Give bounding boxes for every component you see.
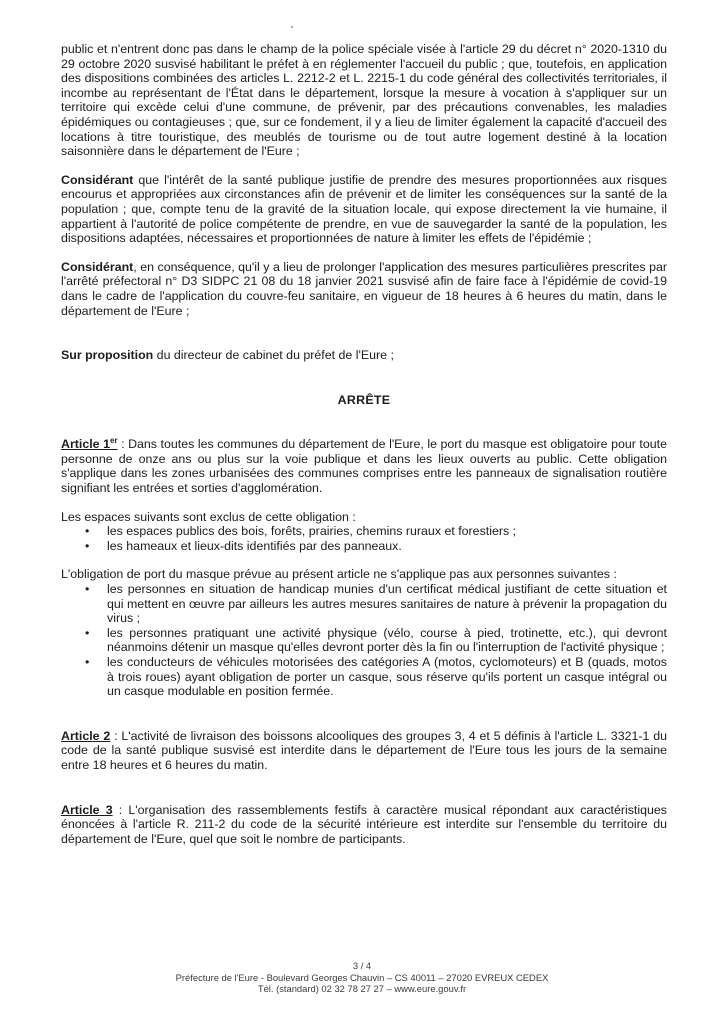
arrete-title: ARRÊTE [337,392,391,407]
article-3-label: Article 3 [61,802,113,817]
proposition-paragraph [61,348,667,363]
exemptions-list [61,582,667,699]
footer-address: Préfecture de l'Eure - Boulevard Georges Chauvin – CS 40011 – 27020 EVREUX CEDEX [175,971,549,983]
article-2-label: Article 2 [61,728,111,743]
considerant-label: Considérant [61,172,134,187]
article-1-label: Article 1er [61,436,118,452]
considerant-paragraph-1 [61,173,667,246]
list-item: • les conducteurs de véhicules motorisées des catégories A (motos, cyclomoteurs) et B (quads, motos à trois roues) ayant obligation de porter un casque, sous réserve qu'ils portent un casque intégral ou un casque modulable en position fermée. [85,655,667,699]
considerant-label: Considérant [61,259,134,274]
document-body [61,42,667,846]
proposition-text: du directeur de cabinet du préfet de l'Eure ; [153,348,394,363]
article-3-paragraph [61,803,667,847]
considerant-paragraph-2 [61,260,667,318]
page-number: 3 / 4 [352,960,372,971]
article-1-paragraph [61,437,667,495]
list-item: • les personnes pratiquant une activité physique (vélo, course à pied, trotinette, etc.), qui devront néanmoins détenir un masque qu'elles devront porter dès la fin ou l'interruption de l'activité physique ; [85,625,667,655]
intro-continued-paragraph: public et n'entrent donc pas dans le champ de la police spéciale visée à l'article 29 du décret n° 2020-1310 du 29 octobre 2020 susvisé habilitant le préfet à en réglementer l'accueil du public ; que, toutefois, en application des dispositions combinées des articles L. 2212-2 et L. 2215-1 du code général des collectivités territoriales, il incombe au représentant de l'État dans le département, lorsque la mesure à vocation à s'appliquer sur un territoire qui excède celui d'une commune, de prévenir, par des précautions convenables, les maladies épidémiques ou contagieuses ; que, sur ce fondement, il y a lieu de limiter également la capacité d'accueil des locations à titre touristique, des meublés de tourisme ou de tout autre logement destiné à la location saisonnière dans le département de l'Eure ; [61,42,667,159]
footer-contact: Tél. (standard) 02 32 78 27 27 – www.eure.gouv.fr [257,983,467,994]
list-item: • les espaces publics des bois, forêts, prairies, chemins ruraux et forestiers ; [85,524,517,539]
list-item: • les hameaux et lieux-dits identifiés par des panneaux. [85,538,402,553]
article-1-text: : Dans toutes les communes du département de l'Eure, le port du masque est obligatoire pour toute personne de onze ans ou plus sur la voie publique et dans les lieux ouverts au public. Cette obligation s'applique dans les zones urbanisées des communes comprises entre les panneaux de signalisation routière signifiant les entrées et sorties d'agglomération. [61,437,667,496]
article-2-paragraph [61,729,667,773]
scan-mark [291,26,293,28]
article-2-text: : L'activité de livraison des boissons alcooliques des groupes 3, 4 et 5 définis à l'article L. 3321-1 du code de la santé publique susvisé est interdite dans le département de l'Eure tous les jours de la semaine entre 18 heures et 6 heures du matin. [61,728,667,772]
list-item: • les personnes en situation de handicap munies d'un certificat médical justifiant de cette situation et qui mettent en œuvre par ailleurs les autres mesures sanitaires de nature à prévenir la propagation du virus ; [85,582,667,626]
proposition-label: Sur proposition [61,348,154,363]
exemptions-intro: L'obligation de port du masque prévue au présent article ne s'applique pas aux personnes suivantes : [61,567,617,582]
exclusions-list [61,524,667,553]
considerant-text: que l'intérêt de la santé publique justifie de prendre des mesures proportionnées aux risques encourus et appropriées aux circonstances afin de prévenir et de limiter les conséquences sur la santé de la population ; que, compte tenu de la gravité de la situation locale, qui expose directement la vie humaine, il appartient à l'autorité de police compétente de prendre, en vue de sauvegarder la santé de la population, les dispositions adaptées, nécessaires et proportionnées de nature à limiter les effets de l'épidémie ; [61,172,667,246]
considerant-text: , en conséquence, qu'il y a lieu de prolonger l'application des mesures particulières prescrites par l'arrêté préfectoral n° D3 SIDPC 21 08 du 18 janvier 2021 susvisé afin de faire face à l'épidémie de covid-19 dans le cadre de l'application du couvre-feu sanitaire, en vigueur de 18 heures à 6 heures du matin, dans le département de l'Eure ; [61,259,667,318]
page-footer [0,960,724,995]
article-3-text: : L'organisation des rassemblements festifs à caractère musical répondant aux caractéristiques énoncées à l'article R. 211-2 du code de la sécurité intérieure est interdite sur l'ensemble du territoire du département de l'Eure, quel que soit le nombre de participants. [61,802,667,846]
exclusions-intro: Les espaces suivants sont exclus de cette obligation : [61,509,356,524]
